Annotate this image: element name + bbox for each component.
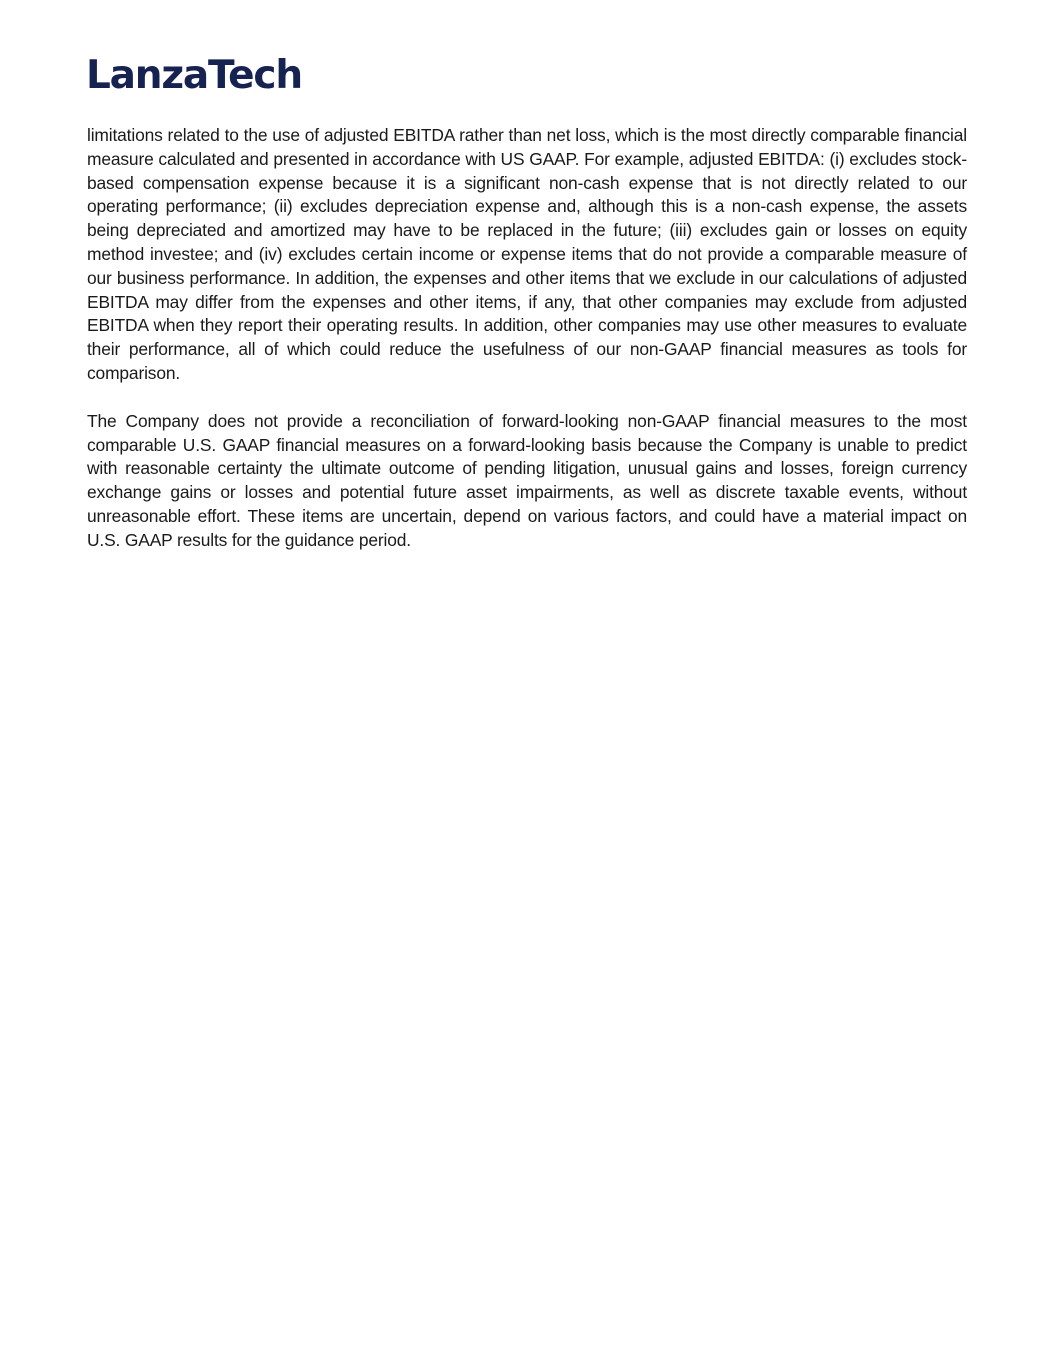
- company-logo: LanzaTech: [86, 53, 302, 98]
- paragraph-reconciliation: The Company does not provide a reconciliation of forward-looking non-GAAP financial measures to the most comparable U.S. GAAP financial measures on a forward-looking basis because the Company is unable to predict with reasonable certainty the ultimate outcome of pending litigation, unusual gains and losses, foreign currency exchange gains or losses and potential future asset impairments, as well as discrete taxable events, without unreasonable effort. These items are uncertain, depend on various factors, and could have a material impact on U.S. GAAP results for the guidance period.: [87, 410, 967, 550]
- paragraph-ebitda-limitations: limitations related to the use of adjusted EBITDA rather than net loss, which is the most directly comparable financial measure calculated and presented in accordance with US GAAP. For example, adjusted EBITDA: (i) excludes stock-based compensation expense because it is a significant non-cash expense that is not directly related to our operating performance; (ii) excludes depreciation expense and, although this is a non-cash expense, the assets being depreciated and amortized may have to be replaced in the future; (iii) excludes gain or losses on equity method investee; and (iv) excludes certain income or expense items that do not provide a comparable measure of our business performance. In addition, the expenses and other items that we exclude in our calculations of adjusted EBITDA may differ from the expenses and other items, if any, that other companies may exclude from adjusted EBITDA when they report their operating results. In addition, other companies may use other measures to evaluate their performance, all of which could reduce the usefulness of our non-GAAP financial measures as tools for comparison.: [87, 125, 967, 383]
- document-body: [87, 124, 967, 577]
